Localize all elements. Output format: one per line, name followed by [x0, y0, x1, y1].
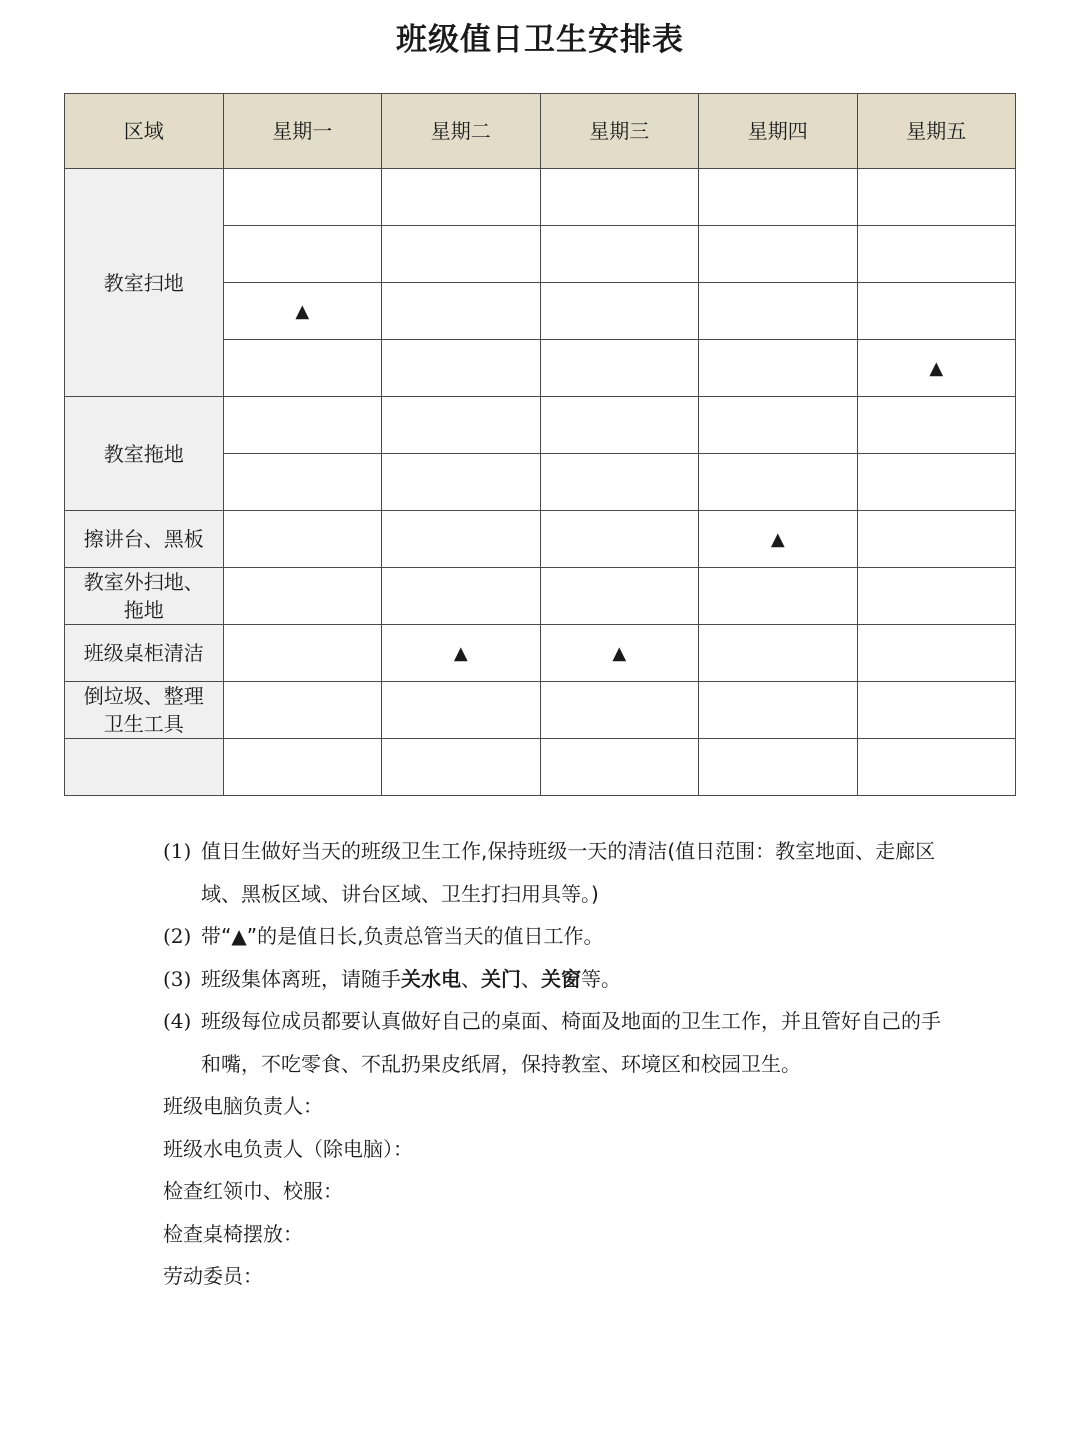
- header-monday: 星期一: [223, 94, 382, 169]
- table-cell: [382, 511, 541, 568]
- note-number: (2): [163, 924, 192, 948]
- table-cell: [540, 625, 699, 682]
- table-cell: [699, 169, 858, 226]
- field-labor: 劳动委员：: [163, 1264, 263, 1288]
- table-row: [65, 739, 1016, 796]
- table-row: [65, 397, 1016, 454]
- table-cell: [540, 340, 699, 397]
- table-cell: [857, 283, 1016, 340]
- note-3-water-power: 关水电: [401, 966, 461, 991]
- table-row: [65, 511, 1016, 568]
- table-cell: [699, 226, 858, 283]
- page-title: 班级值日卫生安排表: [396, 22, 684, 58]
- note-3: [163, 958, 953, 1001]
- note-text: 值日生做好当天的班级卫生工作,保持班级一天的清洁(值日范围：教室地面、走廊区域、黑板区域、讲台区域、卫生打扫用具等。): [201, 839, 936, 906]
- table-cell: [223, 625, 382, 682]
- table-cell: [223, 568, 382, 625]
- table-row: [65, 625, 1016, 682]
- table-cell: [857, 568, 1016, 625]
- table-cell: [699, 511, 858, 568]
- table-cell: [382, 169, 541, 226]
- header-tuesday: 星期二: [382, 94, 541, 169]
- table-cell: [223, 682, 382, 739]
- table-cell: [540, 169, 699, 226]
- table-cell: [540, 568, 699, 625]
- table-cell: [699, 454, 858, 511]
- note-number: (1): [163, 839, 192, 863]
- note-1: [163, 830, 953, 915]
- table-row: [65, 682, 1016, 739]
- table-cell: [223, 226, 382, 283]
- table-cell: [382, 739, 541, 796]
- notes-section: [163, 830, 953, 1298]
- area-empty: [65, 739, 224, 796]
- area-trash: 倒垃圾、整理卫生工具: [65, 682, 224, 739]
- table-cell: [540, 454, 699, 511]
- header-friday: 星期五: [857, 94, 1016, 169]
- table-cell: [699, 682, 858, 739]
- table-cell: [699, 625, 858, 682]
- note-4: [163, 1000, 953, 1085]
- table-cell: [857, 739, 1016, 796]
- duty-schedule-table: [64, 93, 1016, 796]
- note-3-sep: 、: [461, 966, 481, 991]
- table-cell: [223, 283, 382, 340]
- area-sweep: 教室扫地: [65, 169, 224, 397]
- table-cell: [223, 454, 382, 511]
- table-cell: [382, 226, 541, 283]
- leader-triangle-icon: ▲: [612, 643, 627, 664]
- leader-triangle-icon: ▲: [453, 643, 468, 664]
- table-cell: [699, 397, 858, 454]
- leader-triangle-icon: ▲: [929, 358, 944, 379]
- note-number: (3): [163, 966, 192, 991]
- table-cell: [223, 511, 382, 568]
- table-cell: [540, 739, 699, 796]
- note-text: [201, 958, 953, 1001]
- note-3-door: 关门: [481, 966, 521, 991]
- table-cell: [857, 169, 1016, 226]
- table-cell: [699, 568, 858, 625]
- table-cell: [540, 397, 699, 454]
- table-header-row: [65, 94, 1016, 169]
- table-cell: [857, 625, 1016, 682]
- header-area: 区域: [65, 94, 224, 169]
- table-cell: [540, 511, 699, 568]
- table-row: [65, 568, 1016, 625]
- table-cell: [857, 226, 1016, 283]
- table-cell: [857, 682, 1016, 739]
- table-row: [65, 169, 1016, 226]
- table-cell: [857, 511, 1016, 568]
- leader-triangle-icon: ▲: [295, 301, 310, 322]
- table-cell: [540, 283, 699, 340]
- note-number: (4): [163, 1009, 192, 1033]
- table-cell: [382, 283, 541, 340]
- table-cell: [540, 226, 699, 283]
- area-mop: 教室拖地: [65, 397, 224, 511]
- table-cell: [382, 454, 541, 511]
- table-cell: [857, 340, 1016, 397]
- table-cell: [857, 397, 1016, 454]
- field-water-power: 班级水电负责人（除电脑）：: [163, 1136, 413, 1161]
- field-computer: 班级电脑负责人：: [163, 1094, 323, 1118]
- note-text: 班级每位成员都要认真做好自己的桌面、椅面及地面的卫生工作，并且管好自己的手和嘴，不吃零食、不乱扔果皮纸屑，保持教室、环境区和校园卫生。: [201, 1009, 941, 1076]
- table-cell: [223, 397, 382, 454]
- table-cell: [223, 169, 382, 226]
- table-cell: [699, 283, 858, 340]
- note-3-sep: 、: [521, 966, 541, 991]
- table-cell: [382, 397, 541, 454]
- note-2: [163, 915, 953, 958]
- table-cell: [223, 340, 382, 397]
- leader-triangle-icon: ▲: [770, 529, 785, 550]
- note-text: 带“▲”的是值日长,负责总管当天的值日工作。: [201, 924, 604, 948]
- table-cell: [699, 739, 858, 796]
- area-desks: 班级桌柜清洁: [65, 625, 224, 682]
- note-3-window: 关窗: [541, 966, 581, 991]
- note-3-after: 等。: [581, 966, 621, 991]
- area-outside: 教室外扫地、拖地: [65, 568, 224, 625]
- field-scarf-uniform: 检查红领巾、校服：: [163, 1179, 343, 1203]
- table-cell: [699, 340, 858, 397]
- table-cell: [857, 454, 1016, 511]
- table-cell: [382, 682, 541, 739]
- note-3-before: 班级集体离班，请随手: [201, 966, 401, 991]
- table-cell: [223, 739, 382, 796]
- table-cell: [382, 340, 541, 397]
- area-board: 擦讲台、黑板: [65, 511, 224, 568]
- header-wednesday: 星期三: [540, 94, 699, 169]
- table-cell: [540, 682, 699, 739]
- table-cell: [382, 625, 541, 682]
- header-thursday: 星期四: [699, 94, 858, 169]
- field-desk-chair: 检查桌椅摆放：: [163, 1221, 303, 1246]
- table-cell: [382, 568, 541, 625]
